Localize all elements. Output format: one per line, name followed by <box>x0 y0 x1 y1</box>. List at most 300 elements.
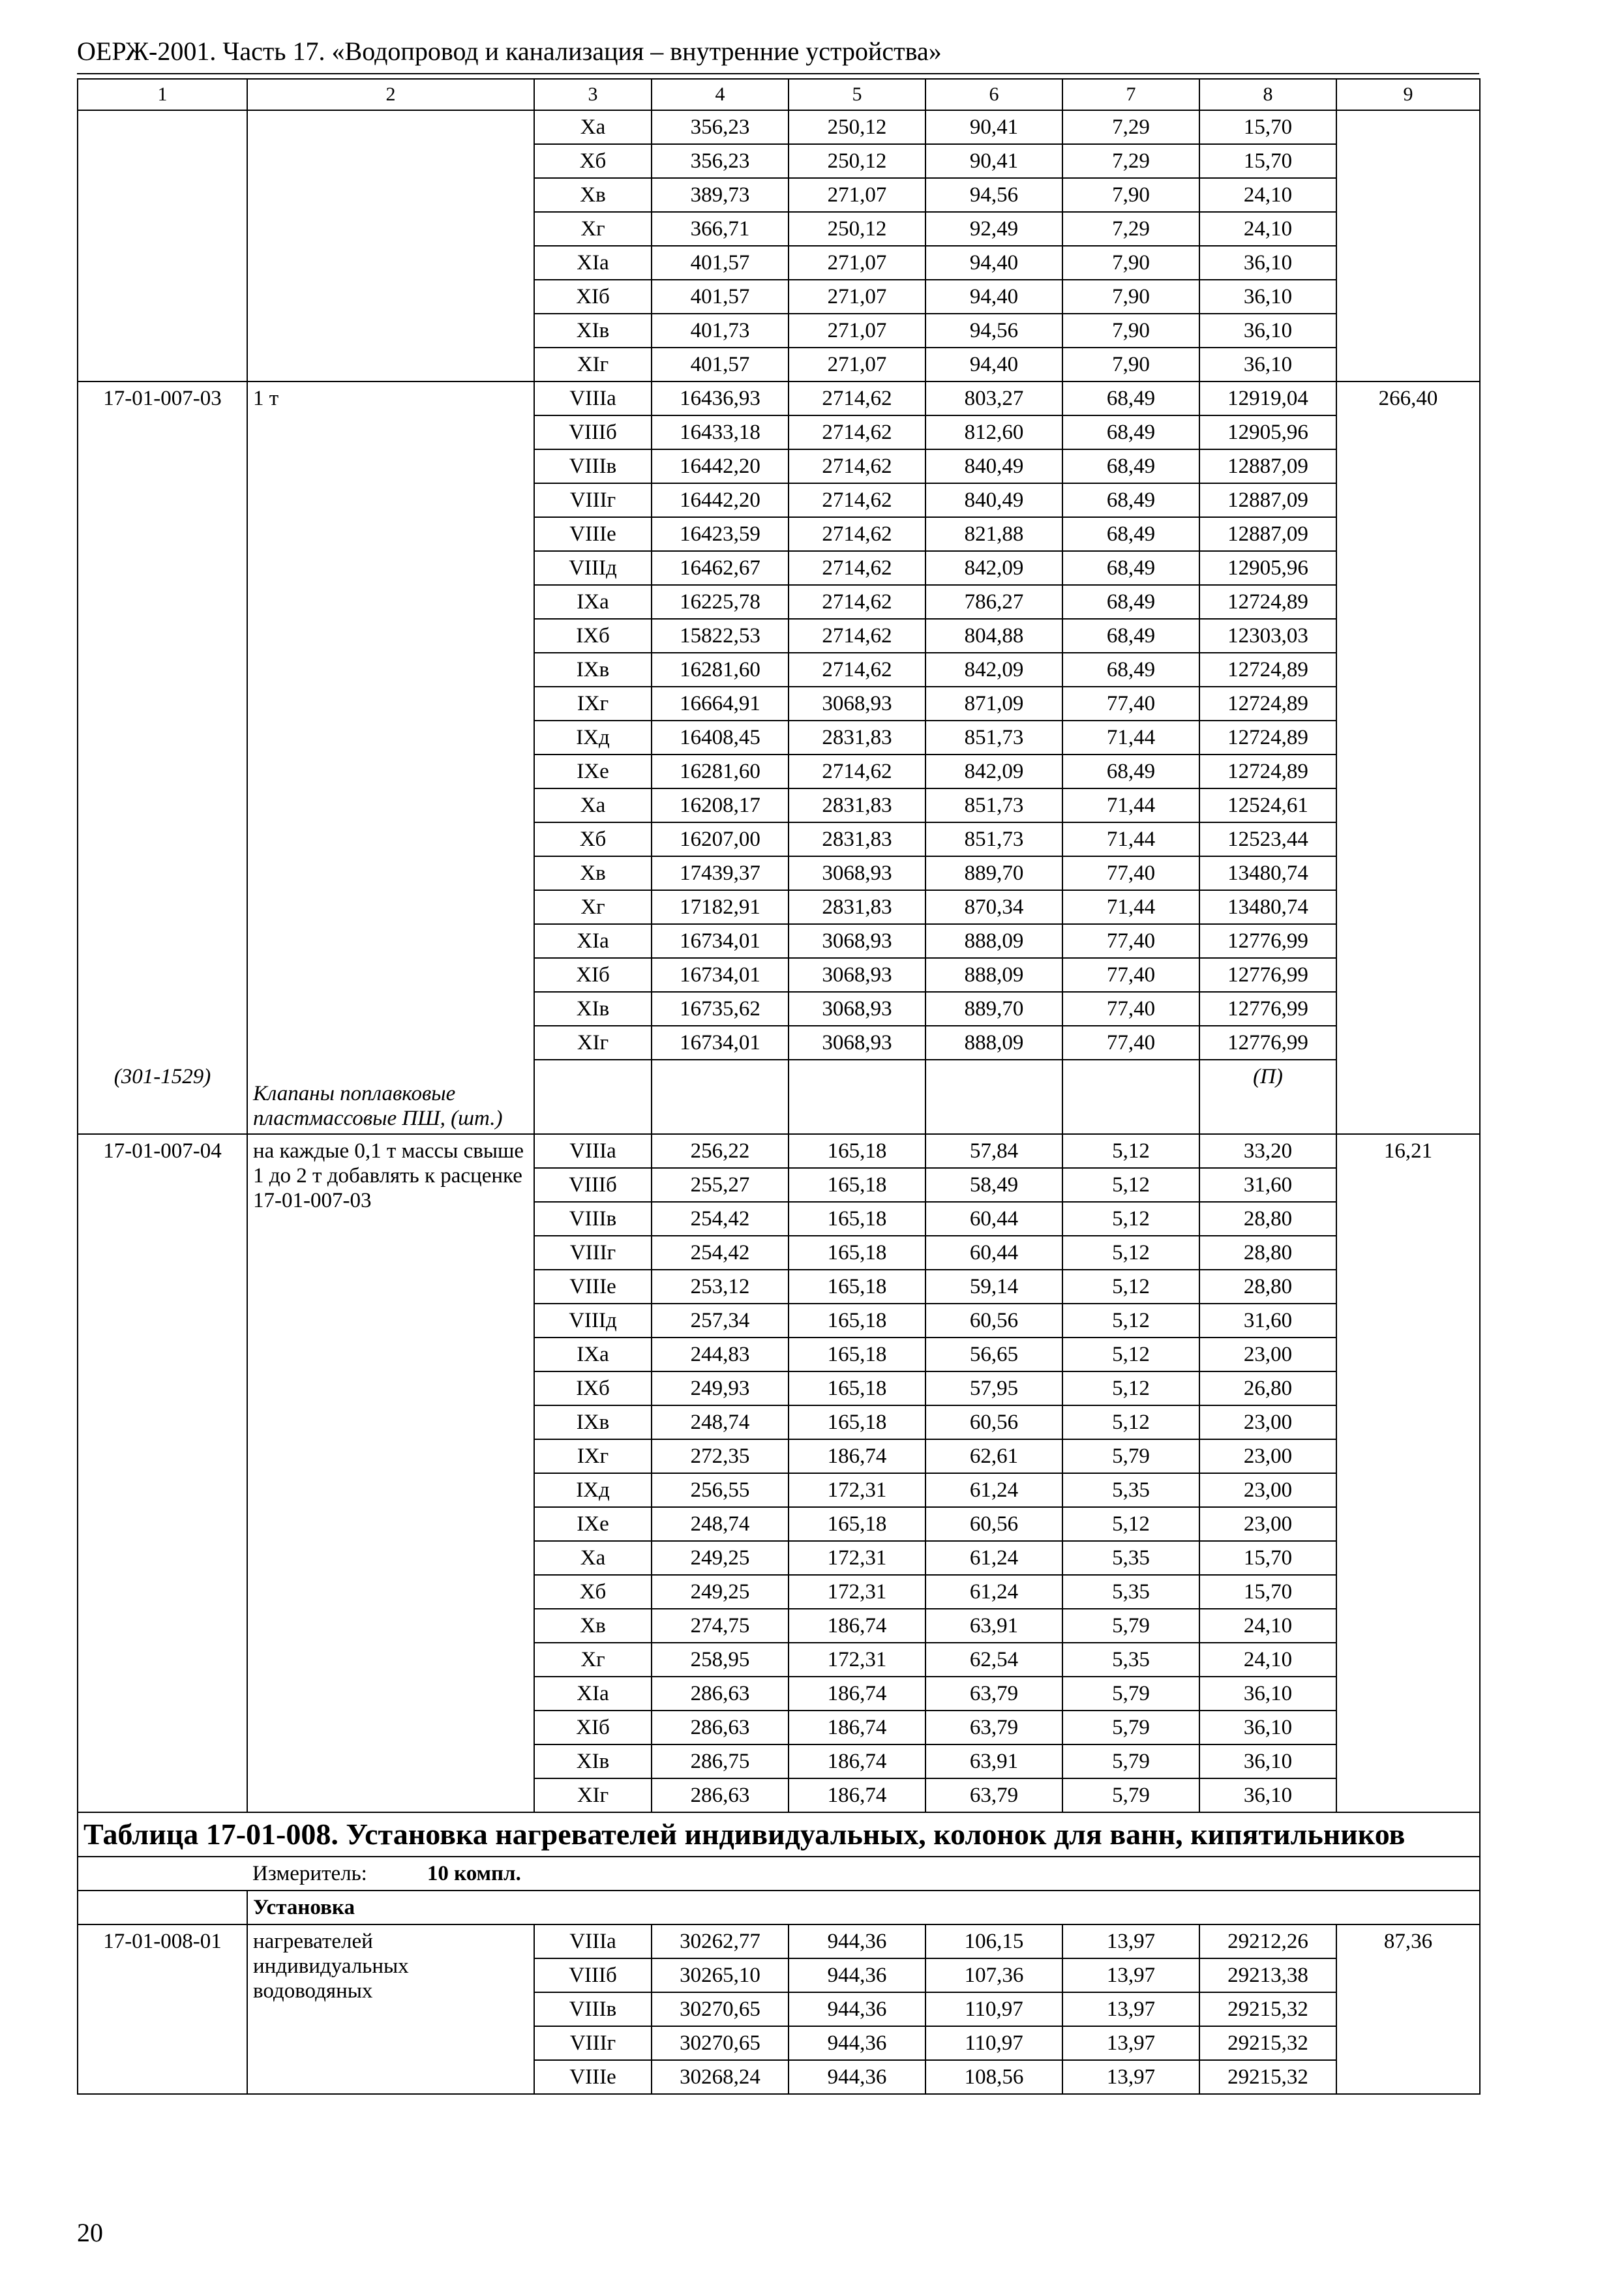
value-cell: 61,24 <box>925 1473 1062 1507</box>
column-number: 8 <box>1199 79 1336 110</box>
value-cell: 7,29 <box>1062 144 1199 178</box>
zone-cell: Xб <box>534 822 652 856</box>
column-number: 4 <box>652 79 789 110</box>
value-cell: 889,70 <box>925 992 1062 1026</box>
zone-cell: IXa <box>534 1338 652 1371</box>
zone-cell: Xв <box>534 856 652 890</box>
value-cell: 165,18 <box>789 1202 925 1236</box>
value-cell: 60,56 <box>925 1507 1062 1541</box>
column-number: 6 <box>925 79 1062 110</box>
zone-cell: VIIIa <box>534 1924 652 1958</box>
zone-cell: VIIIa <box>534 1134 652 1168</box>
name-cell <box>247 1134 534 1812</box>
rate-code: 17-01-007-03 <box>103 387 222 410</box>
header-rule <box>77 73 1479 74</box>
value-cell: 16664,91 <box>652 687 789 721</box>
value-cell: 28,80 <box>1199 1202 1336 1236</box>
value-cell: 5,12 <box>1062 1134 1199 1168</box>
value-cell: 172,31 <box>789 1643 925 1677</box>
value-cell: 851,73 <box>925 788 1062 822</box>
value-cell: 3068,93 <box>789 687 925 721</box>
value-cell: 840,49 <box>925 449 1062 483</box>
value-cell: 16281,60 <box>652 653 789 687</box>
value-cell: 244,83 <box>652 1338 789 1371</box>
value-cell: 2714,62 <box>789 483 925 517</box>
value-cell: 5,12 <box>1062 1371 1199 1405</box>
section-row <box>78 1891 1480 1924</box>
zone-cell: XIг <box>534 1026 652 1060</box>
empty-cell <box>1062 1060 1199 1134</box>
value-cell: 274,75 <box>652 1609 789 1643</box>
value-cell: 165,18 <box>789 1236 925 1270</box>
value-cell: 249,25 <box>652 1575 789 1609</box>
section-title: Установка <box>247 1891 1480 1924</box>
rate-code: 17-01-008-01 <box>103 1930 222 1953</box>
value-cell: 5,35 <box>1062 1575 1199 1609</box>
value-cell: 71,44 <box>1062 721 1199 755</box>
value-cell: 71,44 <box>1062 822 1199 856</box>
value-cell: 16442,20 <box>652 449 789 483</box>
value-cell: 77,40 <box>1062 1026 1199 1060</box>
value-cell: 256,55 <box>652 1473 789 1507</box>
value-cell: 90,41 <box>925 110 1062 144</box>
zone-cell: IXг <box>534 1439 652 1473</box>
code-cell <box>78 1924 247 2094</box>
empty-cell <box>534 1060 652 1134</box>
value-cell: 165,18 <box>789 1270 925 1304</box>
value-cell: 33,20 <box>1199 1134 1336 1168</box>
value-cell: 842,09 <box>925 755 1062 788</box>
value-cell: 108,56 <box>925 2060 1062 2094</box>
value-cell: 851,73 <box>925 721 1062 755</box>
value-cell: 7,90 <box>1062 314 1199 348</box>
value-cell: 888,09 <box>925 924 1062 958</box>
value-cell: 812,60 <box>925 415 1062 449</box>
zone-cell: Xг <box>534 1643 652 1677</box>
value-cell: 107,36 <box>925 1958 1062 1992</box>
value-cell: 286,63 <box>652 1778 789 1812</box>
value-cell: 60,56 <box>925 1405 1062 1439</box>
empty-cell <box>652 1060 789 1134</box>
value-cell: 7,29 <box>1062 212 1199 246</box>
value-cell: 254,42 <box>652 1236 789 1270</box>
value-cell: 77,40 <box>1062 924 1199 958</box>
value-cell: 12905,96 <box>1199 415 1336 449</box>
value-cell: 271,07 <box>789 246 925 280</box>
value-cell: 24,10 <box>1199 1643 1336 1677</box>
value-cell: 254,42 <box>652 1202 789 1236</box>
value-cell: 186,74 <box>789 1778 925 1812</box>
zone-cell: Xв <box>534 1609 652 1643</box>
table-title: Таблица 17-01-008. Установка нагревателей индивидуальных, колонок для ванн, кипятильников <box>78 1812 1480 1857</box>
value-cell: 2714,62 <box>789 653 925 687</box>
value-cell: 271,07 <box>789 348 925 382</box>
value-cell: 106,15 <box>925 1924 1062 1958</box>
value-cell: 36,10 <box>1199 1778 1336 1812</box>
value-cell: 28,80 <box>1199 1236 1336 1270</box>
value-cell: 23,00 <box>1199 1439 1336 1473</box>
value-cell: 31,60 <box>1199 1304 1336 1338</box>
zone-cell: Xa <box>534 110 652 144</box>
zone-cell: IXд <box>534 1473 652 1507</box>
value-cell: 90,41 <box>925 144 1062 178</box>
value-cell: 271,07 <box>789 280 925 314</box>
value-cell: 16433,18 <box>652 415 789 449</box>
value-cell: 889,70 <box>925 856 1062 890</box>
value-cell: 77,40 <box>1062 958 1199 992</box>
value-cell: 944,36 <box>789 2026 925 2060</box>
value-cell: 68,49 <box>1062 755 1199 788</box>
name-cell <box>247 1924 534 2094</box>
value-cell: 249,93 <box>652 1371 789 1405</box>
name-cell <box>247 382 534 1134</box>
value-cell: 366,71 <box>652 212 789 246</box>
value-cell: 12303,03 <box>1199 619 1336 653</box>
value-cell: 94,56 <box>925 178 1062 212</box>
value-cell: 248,74 <box>652 1405 789 1439</box>
value-cell: 5,12 <box>1062 1507 1199 1541</box>
zone-cell: VIIIе <box>534 2060 652 2094</box>
value-cell: 110,97 <box>925 1992 1062 2026</box>
value-cell: 16462,67 <box>652 551 789 585</box>
value-cell: 68,49 <box>1062 653 1199 687</box>
value-cell: 16423,59 <box>652 517 789 551</box>
value-cell: 286,63 <box>652 1711 789 1744</box>
value-cell: 12887,09 <box>1199 483 1336 517</box>
value-cell: 26,80 <box>1199 1371 1336 1405</box>
value-cell: 5,79 <box>1062 1744 1199 1778</box>
value-cell: 250,12 <box>789 212 925 246</box>
value-cell: 63,79 <box>925 1711 1062 1744</box>
value-cell: 30270,65 <box>652 1992 789 2026</box>
value-cell: 5,12 <box>1062 1338 1199 1371</box>
column-number: 5 <box>789 79 925 110</box>
col9-cell <box>1336 110 1480 382</box>
value-cell: 29212,26 <box>1199 1924 1336 1958</box>
value-cell: 851,73 <box>925 822 1062 856</box>
value-cell: 186,74 <box>789 1711 925 1744</box>
value-cell: 29213,38 <box>1199 1958 1336 1992</box>
zone-cell: VIIIд <box>534 551 652 585</box>
value-cell: 63,79 <box>925 1677 1062 1711</box>
value-cell: 13480,74 <box>1199 856 1336 890</box>
value-cell: 257,34 <box>652 1304 789 1338</box>
value-cell: 12905,96 <box>1199 551 1336 585</box>
rate-code: 17-01-007-04 <box>103 1139 222 1163</box>
column-number-row <box>78 79 1480 110</box>
value-cell: 68,49 <box>1062 449 1199 483</box>
value-cell: 401,57 <box>652 246 789 280</box>
zone-cell: IXa <box>534 585 652 619</box>
value-cell: 23,00 <box>1199 1473 1336 1507</box>
value-cell: 5,12 <box>1062 1405 1199 1439</box>
value-cell: 12724,89 <box>1199 687 1336 721</box>
value-cell: 36,10 <box>1199 348 1336 382</box>
value-cell: 94,56 <box>925 314 1062 348</box>
zone-cell: Xa <box>534 1541 652 1575</box>
value-cell: 272,35 <box>652 1439 789 1473</box>
value-cell: 786,27 <box>925 585 1062 619</box>
value-cell: 12724,89 <box>1199 653 1336 687</box>
value-cell: 248,74 <box>652 1507 789 1541</box>
value-cell: 94,40 <box>925 280 1062 314</box>
value-cell: 13480,74 <box>1199 890 1336 924</box>
value-cell: 23,00 <box>1199 1405 1336 1439</box>
value-cell: 13,97 <box>1062 1924 1199 1958</box>
table-row <box>78 1134 1480 1168</box>
zone-cell: IXг <box>534 687 652 721</box>
value-cell: 842,09 <box>925 551 1062 585</box>
value-cell: 30265,10 <box>652 1958 789 1992</box>
value-cell: 15,70 <box>1199 1541 1336 1575</box>
value-cell: 944,36 <box>789 1924 925 1958</box>
empty-cell <box>78 1857 247 1891</box>
value-cell: 13,97 <box>1062 2026 1199 2060</box>
page-header-title: ОЕРЖ-2001. Часть 17. «Водопровод и канализация – внутренние устройства» <box>77 37 942 66</box>
value-cell: 5,12 <box>1062 1202 1199 1236</box>
value-cell: 68,49 <box>1062 619 1199 653</box>
empty-cell <box>925 1060 1062 1134</box>
value-cell: 5,79 <box>1062 1677 1199 1711</box>
value-cell: 165,18 <box>789 1371 925 1405</box>
value-cell: 356,23 <box>652 110 789 144</box>
zone-cell: VIIIд <box>534 1304 652 1338</box>
value-cell: 60,44 <box>925 1202 1062 1236</box>
zone-cell: XIб <box>534 958 652 992</box>
value-cell: 16734,01 <box>652 958 789 992</box>
value-cell: 12724,89 <box>1199 721 1336 755</box>
note-col8: (П) <box>1253 1065 1283 1088</box>
value-cell: 165,18 <box>789 1134 925 1168</box>
value-cell: 3068,93 <box>789 856 925 890</box>
value-cell: 5,79 <box>1062 1778 1199 1812</box>
value-cell: 12776,99 <box>1199 958 1336 992</box>
value-cell: 401,57 <box>652 280 789 314</box>
value-cell: 15,70 <box>1199 144 1336 178</box>
zone-cell: Xб <box>534 1575 652 1609</box>
value-cell: 36,10 <box>1199 1677 1336 1711</box>
value-cell: 3068,93 <box>789 924 925 958</box>
value-cell: 5,79 <box>1062 1439 1199 1473</box>
value-cell: 401,57 <box>652 348 789 382</box>
value-cell: 2714,62 <box>789 551 925 585</box>
value-cell: 68,49 <box>1062 517 1199 551</box>
value-cell: 5,12 <box>1062 1236 1199 1270</box>
value-cell: 803,27 <box>925 382 1062 415</box>
zone-cell: IXб <box>534 1371 652 1405</box>
value-cell: 77,40 <box>1062 687 1199 721</box>
zone-cell: VIIIб <box>534 415 652 449</box>
value-cell: 2714,62 <box>789 755 925 788</box>
column-number: 2 <box>247 79 534 110</box>
value-cell: 110,97 <box>925 2026 1062 2060</box>
value-cell: 61,24 <box>925 1575 1062 1609</box>
value-cell: 31,60 <box>1199 1168 1336 1202</box>
value-cell: 16208,17 <box>652 788 789 822</box>
page-number: 20 <box>77 2218 103 2247</box>
value-cell: 13,97 <box>1062 2060 1199 2094</box>
value-cell: 16408,45 <box>652 721 789 755</box>
value-cell: 186,74 <box>789 1609 925 1643</box>
value-cell: 92,49 <box>925 212 1062 246</box>
zone-cell: VIIIв <box>534 1202 652 1236</box>
value-cell: 5,35 <box>1062 1473 1199 1507</box>
zone-cell: XIa <box>534 1677 652 1711</box>
value-cell: 56,65 <box>925 1338 1062 1371</box>
value-cell: 840,49 <box>925 483 1062 517</box>
zone-cell: XIб <box>534 1711 652 1744</box>
zone-cell: IXе <box>534 755 652 788</box>
zone-cell: Xг <box>534 890 652 924</box>
value-cell: 62,54 <box>925 1643 1062 1677</box>
value-cell: 271,07 <box>789 178 925 212</box>
value-cell: 12524,61 <box>1199 788 1336 822</box>
value-cell: 7,29 <box>1062 110 1199 144</box>
code-cell <box>78 1134 247 1812</box>
zone-cell: IXв <box>534 1405 652 1439</box>
zone-cell: XIг <box>534 348 652 382</box>
zone-cell: XIв <box>534 992 652 1026</box>
value-cell: 58,49 <box>925 1168 1062 1202</box>
value-cell: 29215,32 <box>1199 1992 1336 2026</box>
value-cell: 804,88 <box>925 619 1062 653</box>
value-cell: 5,35 <box>1062 1643 1199 1677</box>
zone-cell: XIг <box>534 1778 652 1812</box>
value-cell: 63,91 <box>925 1609 1062 1643</box>
value-cell: 888,09 <box>925 1026 1062 1060</box>
column-number: 3 <box>534 79 652 110</box>
value-cell: 3068,93 <box>789 992 925 1026</box>
zone-cell: VIIIе <box>534 1270 652 1304</box>
measure-label: Измеритель: <box>252 1862 367 1885</box>
zone-cell: VIIIб <box>534 1168 652 1202</box>
value-cell: 16442,20 <box>652 483 789 517</box>
value-cell: 255,27 <box>652 1168 789 1202</box>
value-cell: 256,22 <box>652 1134 789 1168</box>
zone-cell: VIIIa <box>534 382 652 415</box>
value-cell: 12919,04 <box>1199 382 1336 415</box>
rate-name: нагревателей индивидуальных водоводяных <box>253 1930 409 2003</box>
value-cell: 16207,00 <box>652 822 789 856</box>
value-cell: 13,97 <box>1062 1992 1199 2026</box>
value-cell: 57,95 <box>925 1371 1062 1405</box>
value-cell: 62,61 <box>925 1439 1062 1473</box>
value-cell: 5,79 <box>1062 1609 1199 1643</box>
table-title-row <box>78 1812 1480 1857</box>
value-cell: 2714,62 <box>789 415 925 449</box>
value-cell: 68,49 <box>1062 585 1199 619</box>
value-cell: 389,73 <box>652 178 789 212</box>
value-cell: 23,00 <box>1199 1507 1336 1541</box>
value-cell: 286,75 <box>652 1744 789 1778</box>
value-cell: 71,44 <box>1062 890 1199 924</box>
value-cell: 12724,89 <box>1199 585 1336 619</box>
note-text: Клапаны поплавковые пластмассовые ПШ, (шт.) <box>253 1082 503 1130</box>
rates-table <box>77 78 1481 2095</box>
value-cell: 2714,62 <box>789 382 925 415</box>
value-cell: 12776,99 <box>1199 992 1336 1026</box>
value-cell: 57,84 <box>925 1134 1062 1168</box>
value-cell: 258,95 <box>652 1643 789 1677</box>
value-cell: 68,49 <box>1062 415 1199 449</box>
value-cell: 94,40 <box>925 348 1062 382</box>
value-cell: 2714,62 <box>789 517 925 551</box>
value-cell: 60,44 <box>925 1236 1062 1270</box>
column-number: 1 <box>78 79 247 110</box>
value-cell: 186,74 <box>789 1439 925 1473</box>
value-cell: 15,70 <box>1199 1575 1336 1609</box>
note-col8-cell <box>1199 1060 1336 1134</box>
zone-cell: VIIIг <box>534 1236 652 1270</box>
value-cell: 16281,60 <box>652 755 789 788</box>
value-cell: 186,74 <box>789 1744 925 1778</box>
col9-cell: 87,36 <box>1336 1924 1480 2094</box>
value-cell: 356,23 <box>652 144 789 178</box>
col9-cell: 16,21 <box>1336 1134 1480 1812</box>
value-cell: 17439,37 <box>652 856 789 890</box>
zone-cell: VIIIб <box>534 1958 652 1992</box>
value-cell: 165,18 <box>789 1405 925 1439</box>
value-cell: 2831,83 <box>789 822 925 856</box>
value-cell: 16734,01 <box>652 924 789 958</box>
value-cell: 30262,77 <box>652 1924 789 1958</box>
value-cell: 68,49 <box>1062 382 1199 415</box>
table-row <box>78 382 1480 415</box>
table-row <box>78 1924 1480 1958</box>
zone-cell: Xa <box>534 788 652 822</box>
value-cell: 172,31 <box>789 1473 925 1507</box>
value-cell: 28,80 <box>1199 1270 1336 1304</box>
value-cell: 250,12 <box>789 110 925 144</box>
value-cell: 5,35 <box>1062 1541 1199 1575</box>
value-cell: 12887,09 <box>1199 449 1336 483</box>
value-cell: 12523,44 <box>1199 822 1336 856</box>
value-cell: 60,56 <box>925 1304 1062 1338</box>
value-cell: 12887,09 <box>1199 517 1336 551</box>
table-row <box>78 110 1480 144</box>
value-cell: 30268,24 <box>652 2060 789 2094</box>
value-cell: 165,18 <box>789 1338 925 1371</box>
value-cell: 253,12 <box>652 1270 789 1304</box>
value-cell: 15822,53 <box>652 619 789 653</box>
rate-name: 1 т <box>253 387 279 410</box>
code-cell <box>78 382 247 1134</box>
value-cell: 165,18 <box>789 1507 925 1541</box>
zone-cell: VIIIе <box>534 517 652 551</box>
value-cell: 2714,62 <box>789 619 925 653</box>
note-code: (301-1529) <box>113 1065 211 1088</box>
value-cell: 7,90 <box>1062 246 1199 280</box>
value-cell: 61,24 <box>925 1541 1062 1575</box>
value-cell: 271,07 <box>789 314 925 348</box>
value-cell: 36,10 <box>1199 1711 1336 1744</box>
value-cell: 172,31 <box>789 1541 925 1575</box>
value-cell: 12776,99 <box>1199 1026 1336 1060</box>
value-cell: 286,63 <box>652 1677 789 1711</box>
value-cell: 944,36 <box>789 2060 925 2094</box>
value-cell: 2831,83 <box>789 721 925 755</box>
value-cell: 249,25 <box>652 1541 789 1575</box>
value-cell: 165,18 <box>789 1168 925 1202</box>
value-cell: 12724,89 <box>1199 755 1336 788</box>
value-cell: 16436,93 <box>652 382 789 415</box>
value-cell: 23,00 <box>1199 1338 1336 1371</box>
value-cell: 2714,62 <box>789 449 925 483</box>
value-cell: 59,14 <box>925 1270 1062 1304</box>
value-cell: 7,90 <box>1062 348 1199 382</box>
zone-cell: VIIIв <box>534 1992 652 2026</box>
empty-cell <box>789 1060 925 1134</box>
